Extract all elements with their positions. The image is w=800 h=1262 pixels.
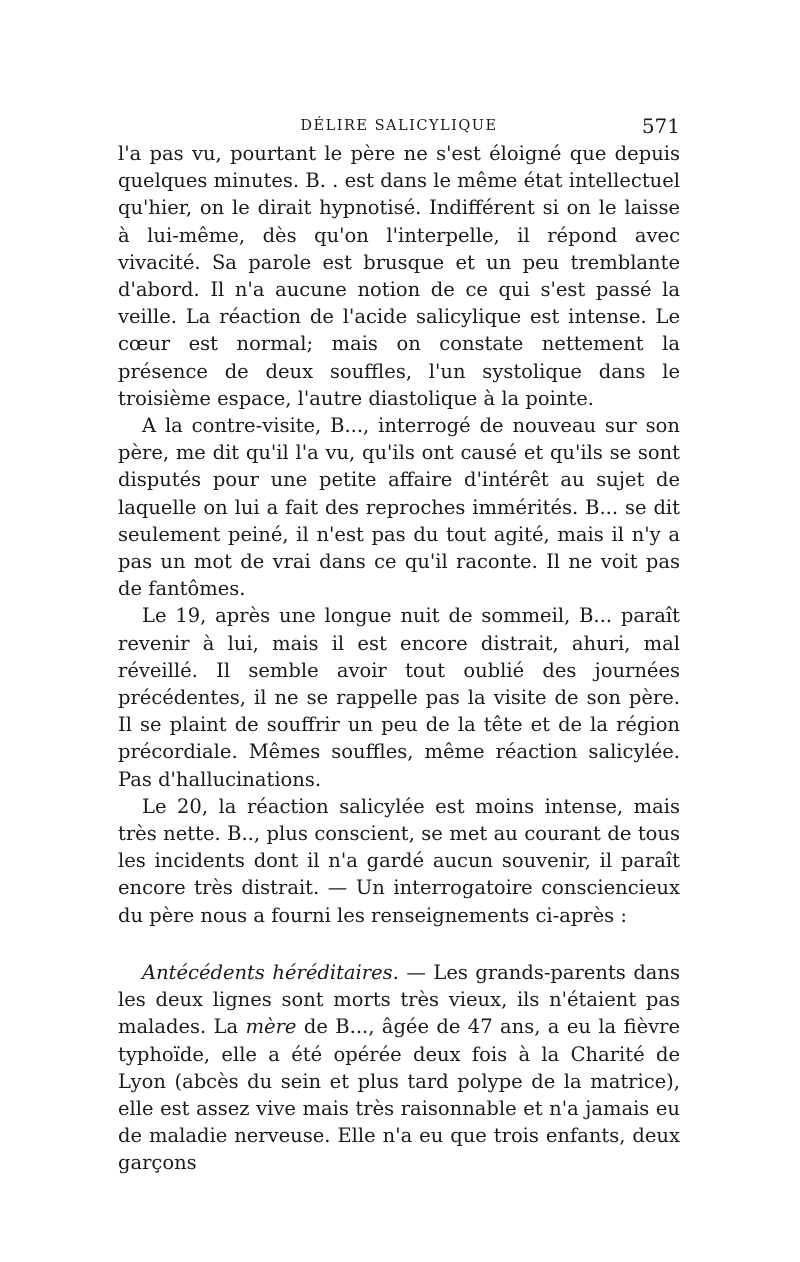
antecedents-text-1: — Les grands-parents dans les deux lignes sont morts très vieux, ils n'étaient pas malades. La <box>118 960 680 1039</box>
page-number: 571 <box>641 114 680 138</box>
section-gap <box>118 929 680 959</box>
running-head <box>118 112 680 140</box>
running-title: DÉLIRE SALICYLIQUE <box>300 118 498 134</box>
paragraph-le-19: Le 19, après une longue nuit de sommeil, B... paraît revenir à lui, mais il est encore distrait, ahuri, mal réveillé. Il semble avoir tout oublié des journées précédentes, il ne se rappelle pas la visite de son père. Il se plaint de souffrir un peu de la tête et de la région précordiale. Mêmes souffles, même réaction salicylée. Pas d'hallucinations. <box>118 604 680 791</box>
paragraph-le-20: Le 20, la réaction salicylée est moins intense, mais très nette. B.., plus conscient, se met au courant de tous les incidents dont il n'a gardé aucun souvenir, il paraît encore très distrait. — Un interrogatoire consciencieux du père nous a fourni les renseignements ci-après : <box>118 794 680 927</box>
antecedents-text-2: de B..., âgée de 47 ans, a eu la fièvre typhoïde, elle a été opérée deux fois à la Charité de Lyon (abcès du sein et plus tard polype de la matrice), elle est assez vive mais très raisonnable et n'a jamais eu de maladie nerveuse. Elle n'a eu que trois enfants, deux garçons <box>118 1015 680 1175</box>
paragraph-antecedents <box>118 959 680 1177</box>
paragraph-continuation: l'a pas vu, pourtant le père ne s'est éloigné que depuis quelques minutes. B. . est dans le même état intellectuel qu'hier, on le dirait hypnotisé. Indifférent si on le laisse à lui-même, dès qu'on l'interpelle, il répond avec vivacité. Sa parole est brusque et un peu tremblante d'abord. Il n'a aucune notion de ce qui s'est passé la veille. La réaction de l'acide salicylique est intense. Le cœur est normal; mais on constate nettement la présence de deux souffles, l'un systolique dans le troisième espace, l'autre diastolique à la pointe. <box>118 142 680 410</box>
body-text <box>118 140 680 1177</box>
antecedents-heading: Antécédents héréditaires. <box>142 960 399 984</box>
book-page <box>118 112 680 1177</box>
paragraph-contre-visite: A la contre-visite, B..., interrogé de nouveau sur son père, me dit qu'il l'a vu, qu'ils ont causé et qu'ils se sont disputés pour une petite affaire d'intérêt au sujet de laquelle on lui a fait des reproches immérités. B... se dit seulement peiné, il n'est pas du tout agité, mais il n'y a pas un mot de vrai dans ce qu'il raconte. Il ne voit pas de fantômes. <box>118 414 680 601</box>
antecedents-mere: mère <box>245 1015 297 1039</box>
